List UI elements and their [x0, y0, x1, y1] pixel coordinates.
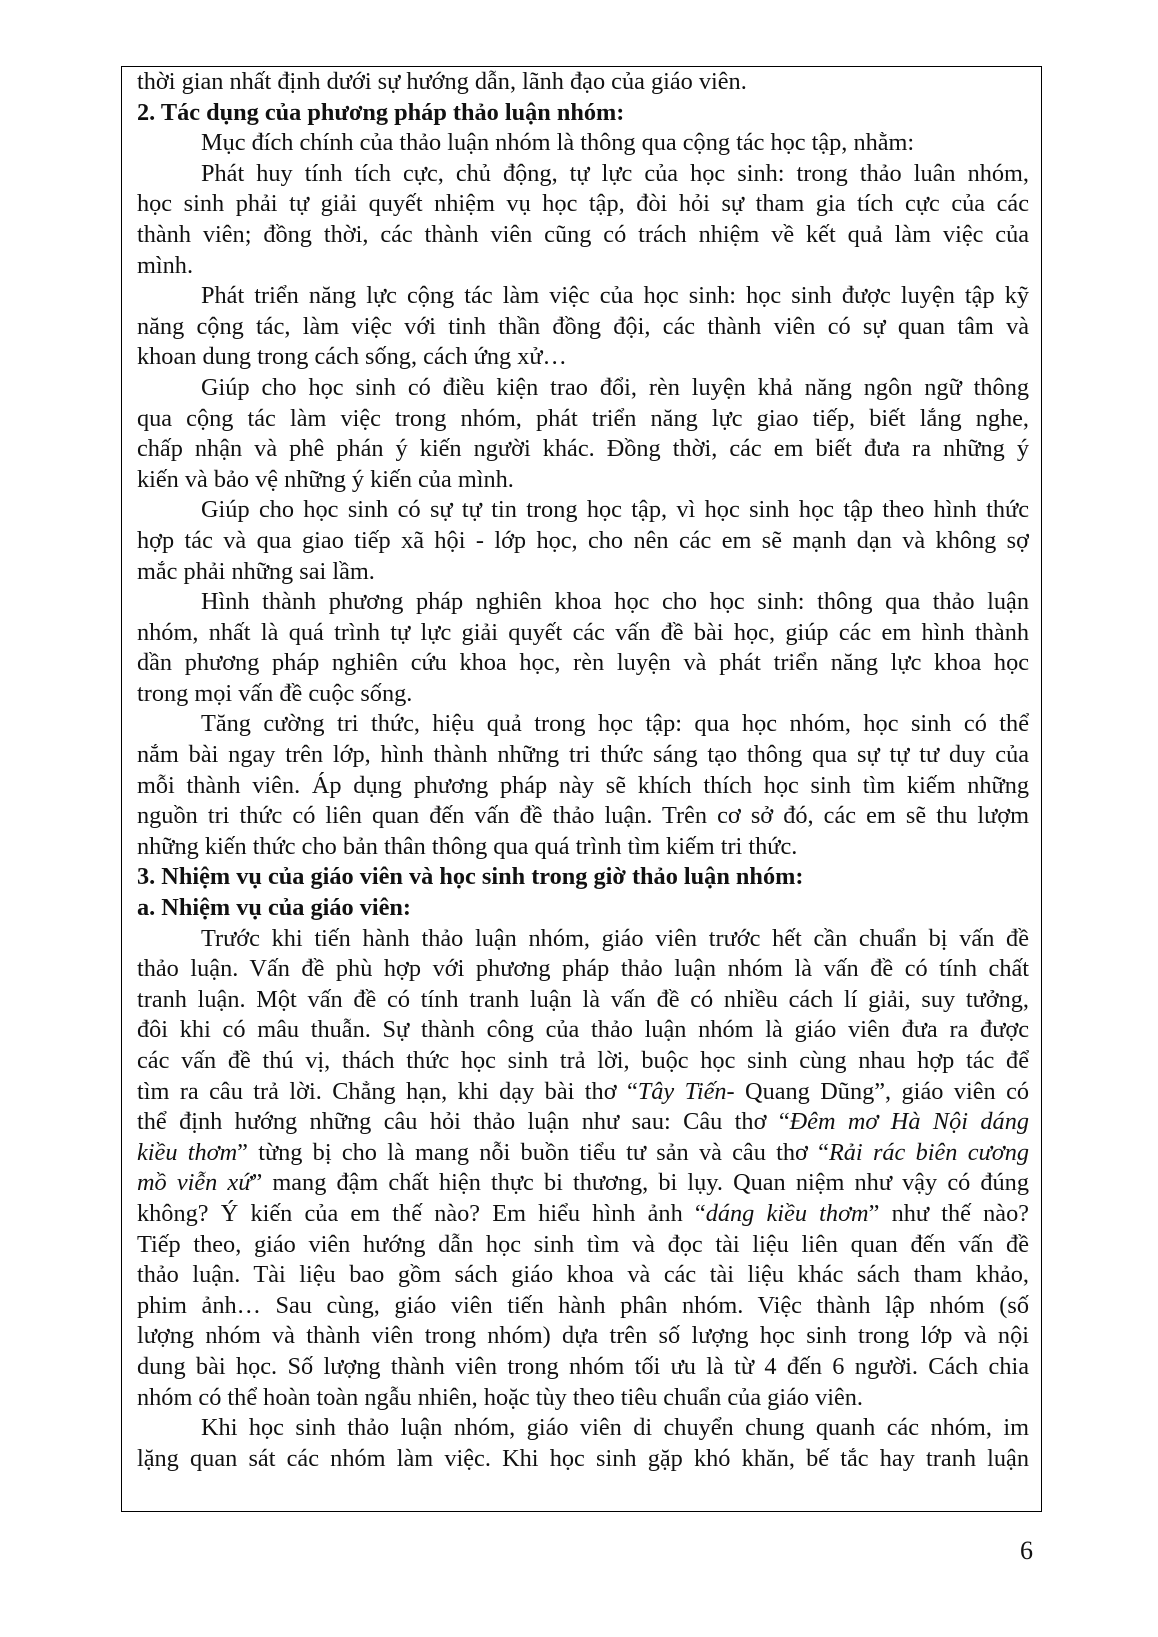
paragraph-line [137, 67, 1029, 98]
italic-quote: dáng kiều thơm [705, 1199, 869, 1227]
text-segment: năng cộng tác, làm việc với tinh thần đồng đội, các thành viên có sự quan tâm và [137, 312, 1029, 340]
text-segment: Giúp cho học sinh có sự tự tin trong học tập, vì học sinh học tập theo hình thức [201, 496, 1029, 524]
text-segment: ” từng bị cho là mang nỗi buồn tiểu tư sản và câu thơ “ [237, 1138, 829, 1166]
text-segment: Phát triển năng lực cộng tác làm việc của học sinh: học sinh được luyện tập kỹ [201, 282, 1029, 310]
text-segment: khoan dung trong cách sống, cách ứng xử… [137, 343, 567, 371]
paragraph-line [137, 924, 1029, 955]
text-segment: thảo luận. Tài liệu bao gồm sách giáo khoa và các tài liệu khác sách tham khảo, [137, 1261, 1029, 1289]
text-segment: thể định hướng những câu hỏi thảo luận như sau: Câu thơ “ [137, 1108, 790, 1136]
bordered-text-frame [121, 66, 1042, 1512]
paragraph-line [137, 495, 1029, 526]
italic-quote: Rải rác biên cương [828, 1138, 1029, 1166]
paragraph-line [137, 159, 1029, 190]
section-heading [137, 862, 1029, 893]
paragraph-line [137, 679, 1029, 710]
text-segment: phim ảnh… Sau cùng, giáo viên tiến hành phân nhóm. Việc thành lập nhóm (số [137, 1291, 1029, 1319]
paragraph-line [137, 373, 1029, 404]
italic-quote: Đêm mơ Hà Nội dáng [789, 1108, 1029, 1136]
text-segment: dần phương pháp nghiên cứu khoa học, rèn luyện và phát triển năng lực khoa học [137, 649, 1029, 677]
paragraph-line [137, 801, 1029, 832]
paragraph-line [137, 1260, 1029, 1291]
paragraph-line [137, 832, 1029, 863]
text-segment: nhóm, nhất là quá trình tự lực giải quyết các vấn đề bài học, giúp các em hình thành [137, 618, 1029, 646]
text-segment: nguồn tri thức có liên quan đến vấn đề thảo luận. Trên cơ sở đó, các em sẽ thu lượm [137, 802, 1029, 830]
paragraph-line [137, 251, 1029, 282]
paragraph-line [137, 1444, 1029, 1475]
text-segment: tranh luận. Một vấn đề có tính tranh luận là vấn đề có nhiều cách lí giải, suy tưởng, [137, 985, 1029, 1013]
text-segment: Giúp cho học sinh có điều kiện trao đổi, rèn luyện khả năng ngôn ngữ thông [201, 373, 1029, 401]
paragraph-line [137, 220, 1029, 251]
paragraph-line [137, 587, 1029, 618]
paragraph-line [137, 1383, 1029, 1414]
text-segment: a. Nhiệm vụ của giáo viên: [137, 894, 412, 922]
paragraph-line [137, 1046, 1029, 1077]
text-segment: trong mọi vấn đề cuộc sống. [137, 679, 413, 707]
text-segment: lượng nhóm và thành viên trong nhóm) dựa trên số lượng học sinh trong lớp và nội [137, 1322, 1029, 1350]
text-segment: nắm bài ngay trên lớp, hình thành những tri thức sáng tạo thông qua sự tự tư duy của [137, 741, 1029, 769]
paragraph-line [137, 985, 1029, 1016]
paragraph-line [137, 465, 1029, 496]
section-heading [137, 98, 1029, 129]
paragraph-line [137, 1230, 1029, 1261]
text-segment: thời gian nhất định dưới sự hướng dẫn, lãnh đạo của giáo viên. [137, 68, 747, 95]
text-segment: học sinh phải tự giải quyết nhiệm vụ học tập, đòi hỏi sự tham gia tích cực của các [137, 190, 1029, 218]
paragraph-line [137, 1168, 1029, 1199]
paragraph-line [137, 1352, 1029, 1383]
paragraph-line [137, 1077, 1029, 1108]
text-segment: chấp nhận và phê phán ý kiến người khác. Đồng thời, các em biết đưa ra những ý [137, 435, 1029, 463]
text-segment: Tiếp theo, giáo viên hướng dẫn học sinh tìm và đọc tài liệu liên quan đến vấn đề [137, 1230, 1029, 1258]
text-segment: Mục đích chính của thảo luận nhóm là thông qua cộng tác học tập, nhằm: [201, 129, 915, 157]
text-segment: mắc phải những sai lầm. [137, 557, 375, 585]
text-segment: đôi khi có mâu thuẫn. Sự thành công của thảo luận nhóm là giáo viên đưa ra được [137, 1016, 1029, 1044]
text-segment: không? Ý kiến của em thế nào? Em hiểu hình ảnh “ [137, 1199, 706, 1227]
text-segment: lặng quan sát các nhóm làm việc. Khi học sinh gặp khó khăn, bế tắc hay tranh luận [137, 1444, 1029, 1472]
text-segment: Khi học sinh thảo luận nhóm, giáo viên di chuyển chung quanh các nhóm, im [201, 1414, 1029, 1442]
paragraph-line [137, 1291, 1029, 1322]
text-segment: Tăng cường tri thức, hiệu quả trong học tập: qua học nhóm, học sinh có thể [201, 710, 1029, 738]
section-heading [137, 893, 1029, 924]
text-segment: ” như thế nào? [868, 1199, 1029, 1227]
text-segment: Trước khi tiến hành thảo luận nhóm, giáo viên trước hết cần chuẩn bị vấn đề [201, 924, 1029, 952]
italic-quote: kiều thơm [137, 1138, 238, 1166]
text-segment: thảo luận. Vấn đề phù hợp với phương pháp thảo luận nhóm là vấn đề có tính chất [137, 955, 1029, 983]
paragraph-line [137, 281, 1029, 312]
paragraph-line [137, 557, 1029, 588]
paragraph-line [137, 1321, 1029, 1352]
text-segment: Hình thành phương pháp nghiên khoa học cho học sinh: thông qua thảo luận [201, 588, 1029, 616]
text-segment: mỗi thành viên. Áp dụng phương pháp này sẽ khích thích học sinh tìm kiếm những [137, 771, 1029, 799]
text-segment: qua cộng tác làm việc trong nhóm, phát triển năng lực giao tiếp, biết lắng nghe, [137, 404, 1029, 432]
paragraph-line [137, 312, 1029, 343]
paragraph-line [137, 526, 1029, 557]
paragraph-line [137, 954, 1029, 985]
paragraph-line [137, 1107, 1029, 1138]
paragraph-line [137, 128, 1029, 159]
paragraph-line [137, 189, 1029, 220]
paragraph-line [137, 1199, 1029, 1230]
text-segment: nhóm có thể hoàn toàn ngẫu nhiên, hoặc tùy theo tiêu chuẩn của giáo viên. [137, 1383, 863, 1411]
text-segment: các vấn đề thú vị, thách thức học sinh trả lời, buộc học sinh cùng nhau hợp tác để [137, 1047, 1029, 1074]
page-number: 6 [1020, 1536, 1033, 1565]
italic-quote: mồ viễn xứ [137, 1169, 252, 1197]
paragraph-line [137, 740, 1029, 771]
italic-quote: Tây Tiến [637, 1077, 727, 1105]
paragraph-line [137, 648, 1029, 679]
text-segment: tìm ra câu trả lời. Chẳng hạn, khi dạy bài thơ “ [137, 1077, 638, 1105]
paragraph-line [137, 771, 1029, 802]
text-segment: 3. Nhiệm vụ của giáo viên và học sinh trong giờ thảo luận nhóm: [137, 863, 804, 891]
text-segment: - Quang Dũng”, giáo viên có [726, 1077, 1029, 1105]
text-segment: những kiến thức cho bản thân thông qua quá trình tìm kiếm tri thức. [137, 832, 798, 860]
text-segment: dung bài học. Số lượng thành viên trong nhóm tối ưu là từ 4 đến 6 người. Cách chia [137, 1352, 1029, 1380]
paragraph-line [137, 709, 1029, 740]
text-segment: ” mang đậm chất hiện thực bi thương, bi lụy. Quan niệm như vậy có đúng [251, 1169, 1029, 1197]
text-segment: hợp tác và qua giao tiếp xã hội - lớp học, cho nên các em sẽ mạnh dạn và không sợ [137, 526, 1029, 554]
paragraph-line [137, 434, 1029, 465]
paragraph-line [137, 1015, 1029, 1046]
paragraph-line [137, 1413, 1029, 1444]
text-segment: Phát huy tính tích cực, chủ động, tự lực của học sinh: trong thảo luân nhóm, [201, 159, 1029, 187]
text-segment: kiến và bảo vệ những ý kiến của mình. [137, 465, 514, 493]
paragraph-line [137, 404, 1029, 435]
text-segment: thành viên; đồng thời, các thành viên cũng có trách nhiệm về kết quả làm việc của [137, 220, 1029, 248]
text-segment: 2. Tác dụng của phương pháp thảo luận nhóm: [137, 98, 625, 126]
paragraph-line [137, 1138, 1029, 1169]
paragraph-line [137, 618, 1029, 649]
text-segment: mình. [137, 251, 194, 279]
paragraph-line [137, 342, 1029, 373]
